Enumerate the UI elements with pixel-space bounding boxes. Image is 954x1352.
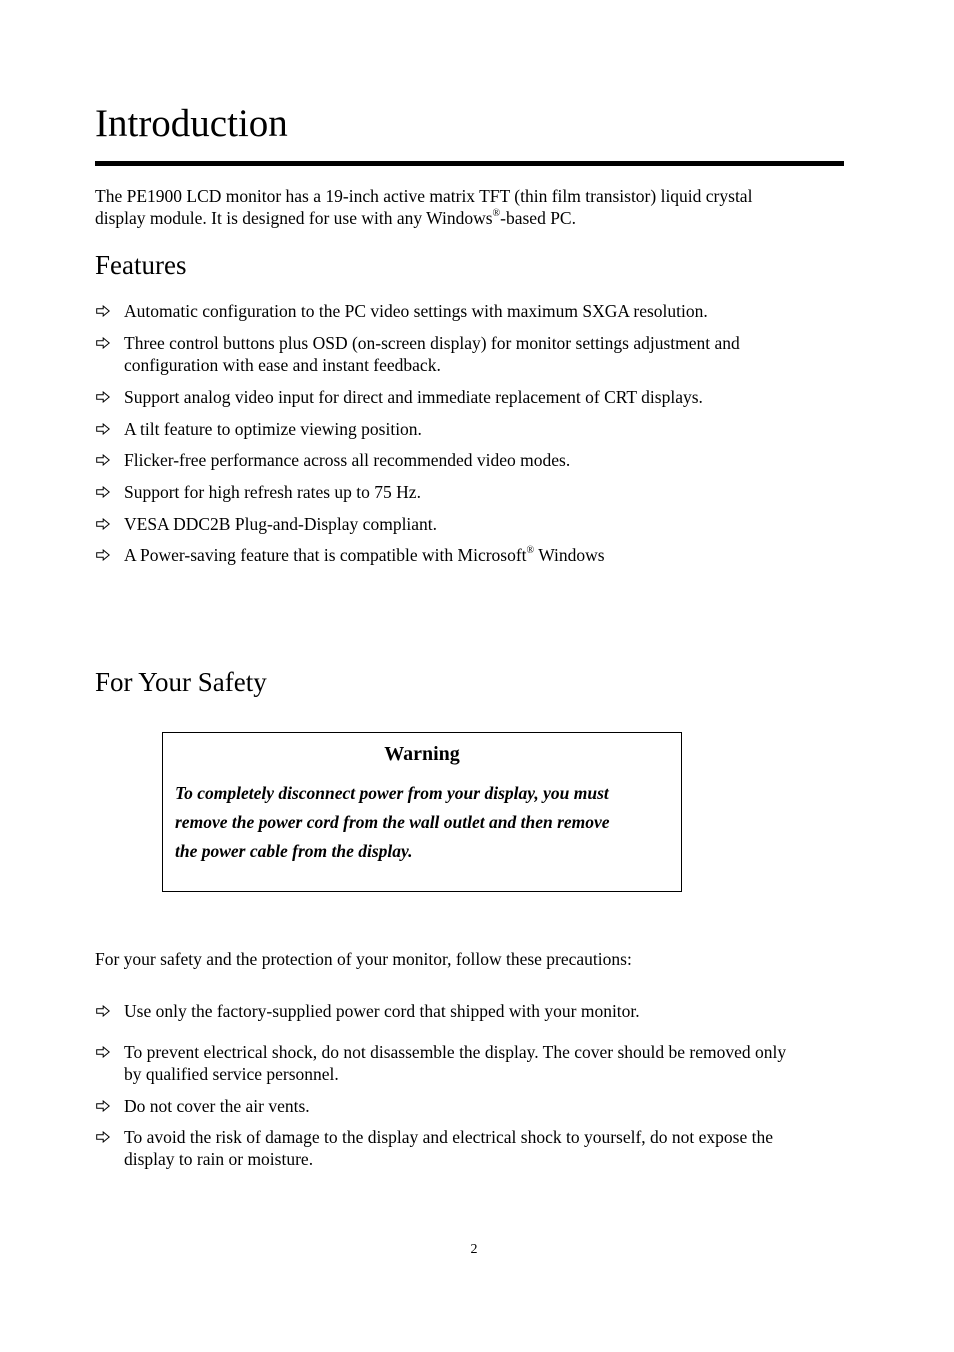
warning-line-3: the power cable from the display. xyxy=(175,841,413,861)
feature-text: Flicker-free performance across all recommended video modes. xyxy=(124,450,571,470)
right-outline-arrow-icon xyxy=(95,300,113,322)
warning-title: Warning xyxy=(384,743,460,765)
right-outline-arrow-icon xyxy=(95,1095,113,1117)
precaution-text xyxy=(124,1041,850,1085)
features-heading: Features xyxy=(95,250,187,280)
precaution-text: Use only the factory-supplied power cord that shipped with your monitor. xyxy=(124,1001,640,1021)
safety-heading: For Your Safety xyxy=(95,667,267,697)
feature-text: Support for high refresh rates up to 75 Hz. xyxy=(124,482,421,502)
right-outline-arrow-icon xyxy=(95,1041,113,1063)
safety-intro: For your safety and the protection of your monitor, follow these precautions: xyxy=(95,949,632,969)
feature-text xyxy=(124,544,850,566)
intro-line-1: The PE1900 LCD monitor has a 19-inch active matrix TFT (thin film transistor) liquid crystal xyxy=(95,186,753,206)
feature-text-line-1: Three control buttons plus OSD (on-screen display) for monitor settings adjustment and xyxy=(124,333,740,353)
right-outline-arrow-icon xyxy=(95,513,113,535)
registered-mark: ® xyxy=(526,545,535,557)
feature-text: Automatic configuration to the PC video settings with maximum SXGA resolution. xyxy=(124,301,708,321)
registered-mark: ® xyxy=(492,208,501,220)
feature-text-end: Windows xyxy=(534,545,605,565)
right-outline-arrow-icon xyxy=(95,481,113,503)
feature-text: Support analog video input for direct and immediate replacement of CRT displays. xyxy=(124,387,703,407)
precaution-text-line-1: To prevent electrical shock, do not disassemble the display. The cover should be removed only xyxy=(124,1042,787,1062)
intro-paragraph xyxy=(95,185,845,229)
right-outline-arrow-icon xyxy=(95,544,113,566)
right-outline-arrow-icon xyxy=(95,449,113,471)
intro-line-2-start: display module. It is designed for use with any Windows xyxy=(95,208,493,228)
title-rule xyxy=(95,161,844,166)
warning-line-2: remove the power cord from the wall outlet and then remove xyxy=(175,812,610,832)
warning-line-1: To completely disconnect power from your display, you must xyxy=(175,783,609,803)
right-outline-arrow-icon xyxy=(95,1126,113,1148)
precaution-text: Do not cover the air vents. xyxy=(124,1096,310,1116)
right-outline-arrow-icon xyxy=(95,418,113,440)
page-number: 2 xyxy=(470,1242,478,1257)
precaution-text xyxy=(124,1126,850,1170)
warning-box xyxy=(162,732,682,892)
page-title: Introduction xyxy=(95,102,288,145)
feature-text-start: A Power-saving feature that is compatible with Microsoft xyxy=(124,545,527,565)
feature-text: VESA DDC2B Plug-and-Display compliant. xyxy=(124,514,438,534)
warning-text xyxy=(175,779,670,866)
precaution-text-line-1: To avoid the risk of damage to the display and electrical shock to yourself, do not expose the xyxy=(124,1127,774,1147)
right-outline-arrow-icon xyxy=(95,386,113,408)
precaution-text-line-2: by qualified service personnel. xyxy=(124,1064,339,1084)
intro-line-2-end: -based PC. xyxy=(500,208,576,228)
precaution-text-line-2: display to rain or moisture. xyxy=(124,1149,314,1169)
feature-text-line-2: configuration with ease and instant feedback. xyxy=(124,355,441,375)
feature-text: A tilt feature to optimize viewing position. xyxy=(124,419,422,439)
right-outline-arrow-icon xyxy=(95,1000,113,1022)
feature-text xyxy=(124,332,850,376)
right-outline-arrow-icon xyxy=(95,332,113,354)
